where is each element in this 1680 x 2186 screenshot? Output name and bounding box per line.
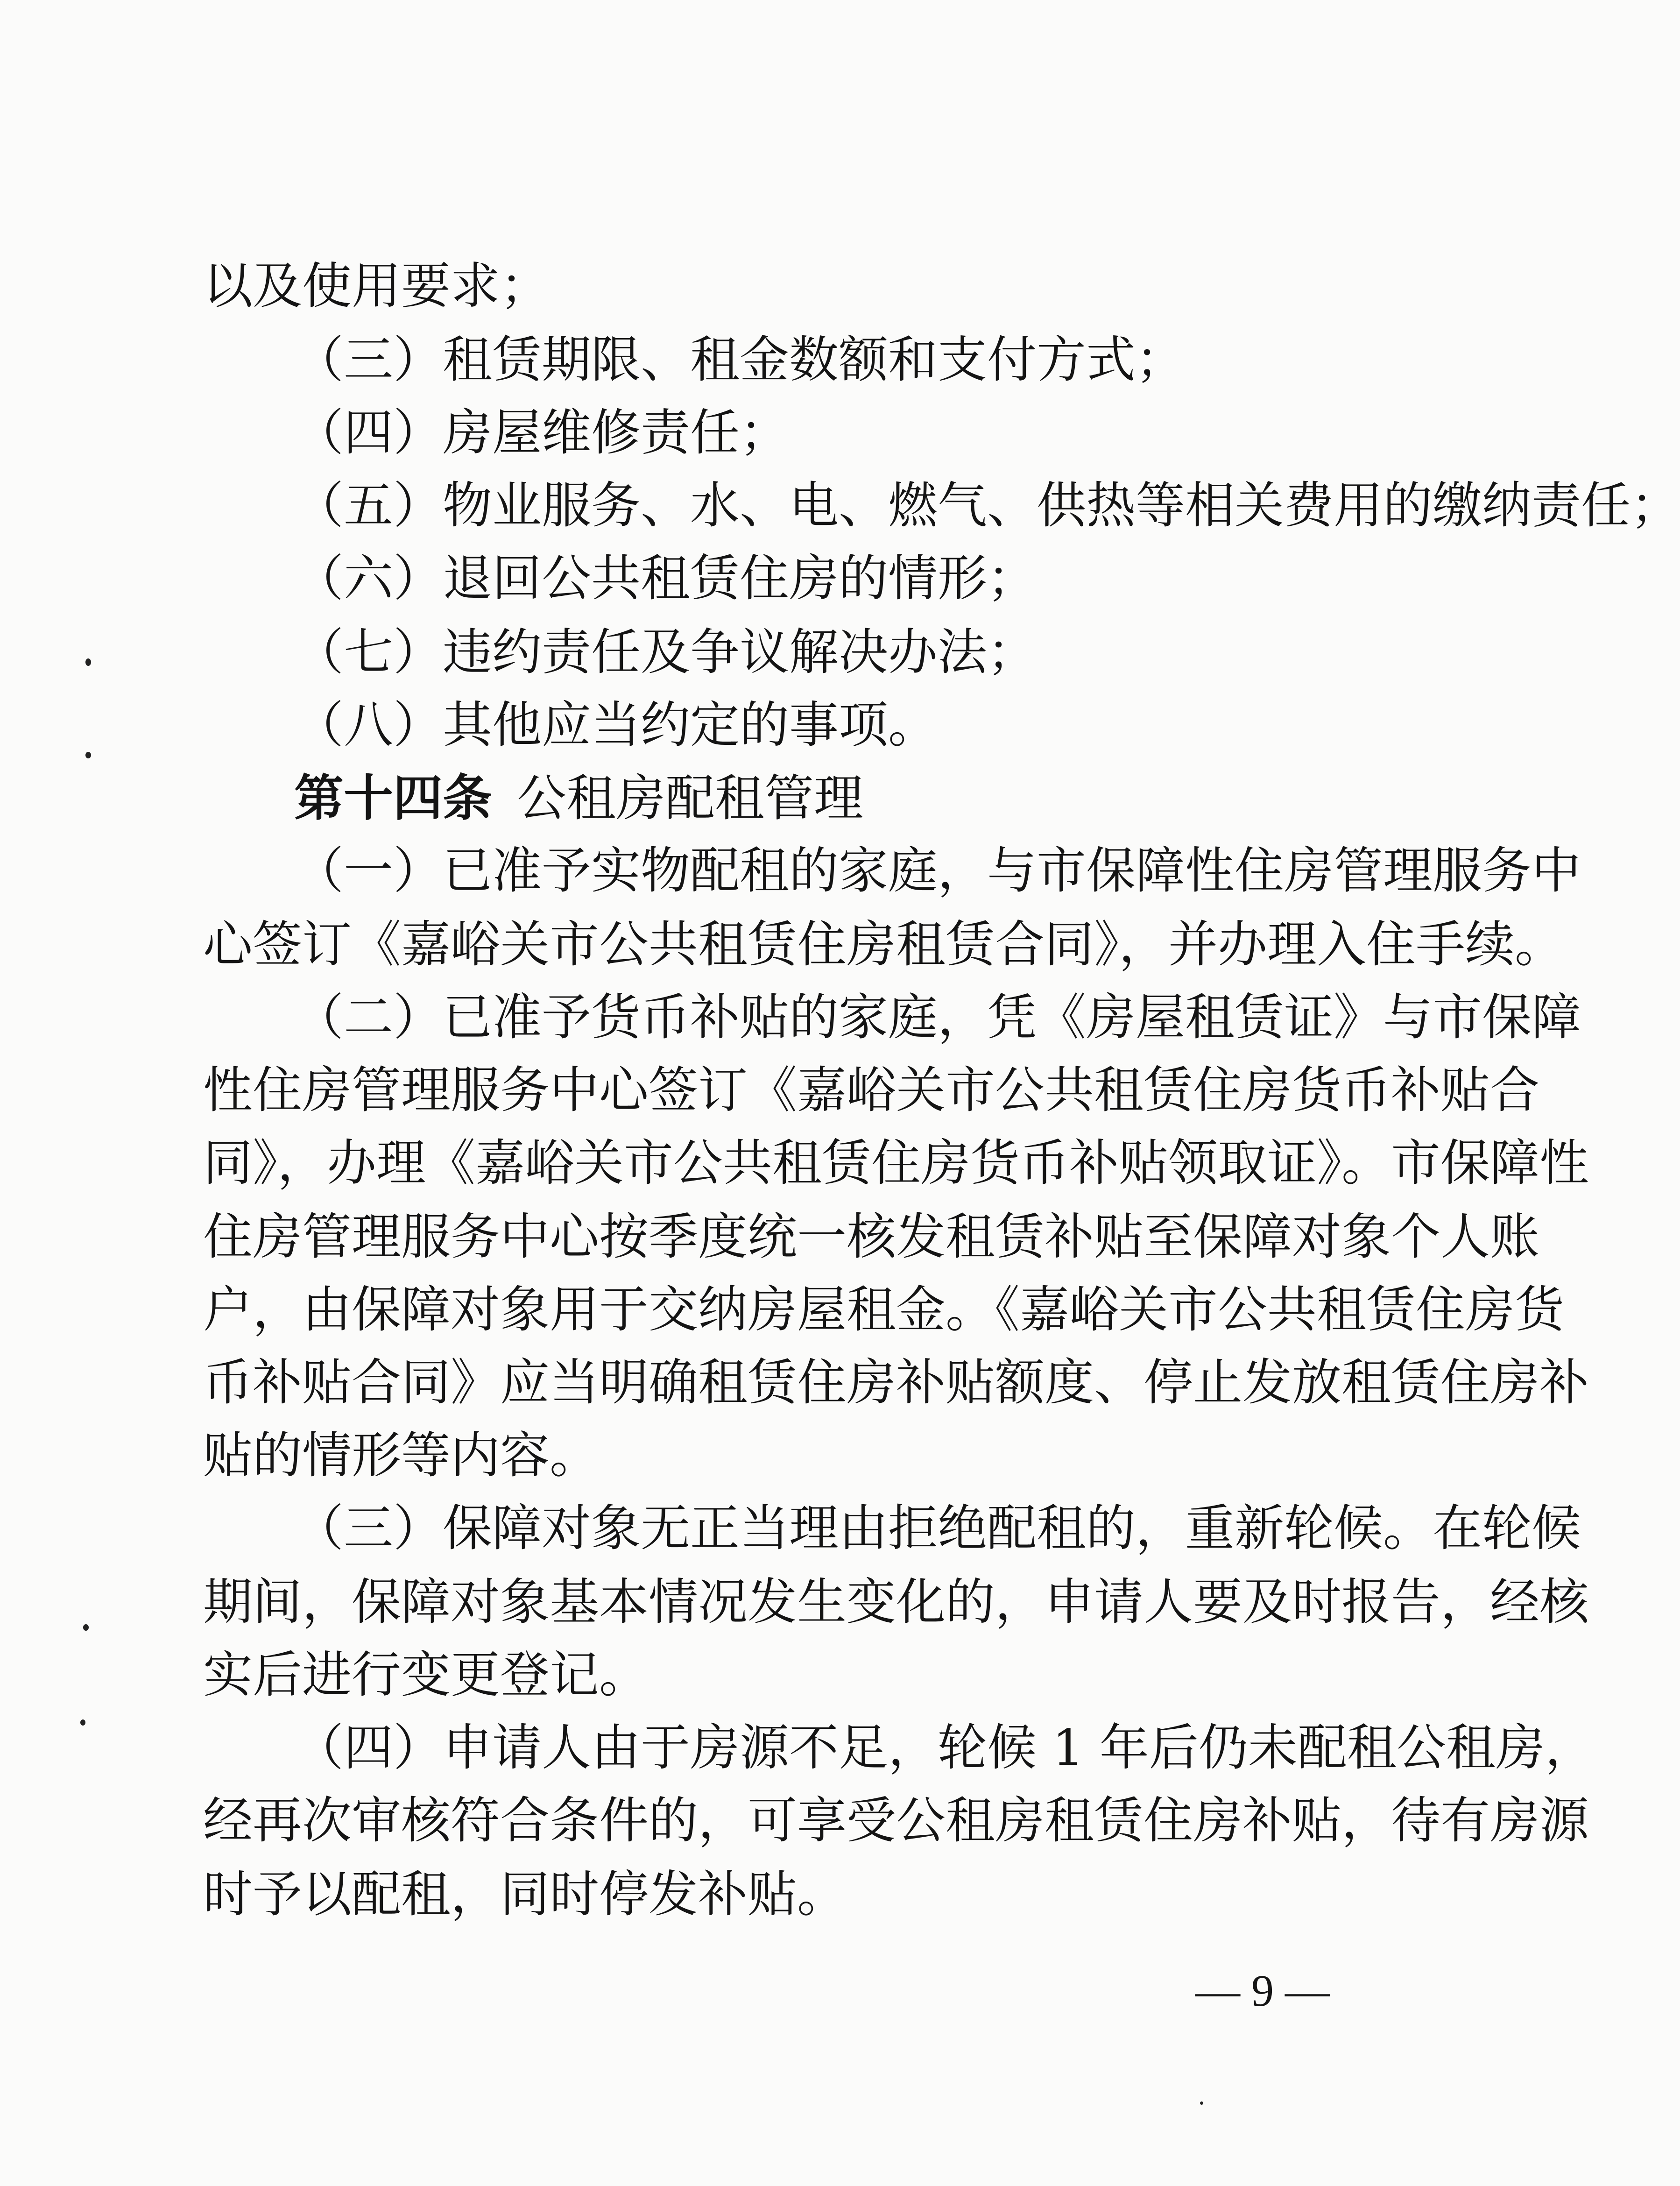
text-line-12: 同》，办理《嘉峪关市公共租赁住房货币补贴领取证》。市保障性 <box>203 1134 1589 1192</box>
text-line-20: （四）申请人由于房源不足，轮候 1 年后仍未配租公租房， <box>294 1719 1595 1776</box>
text-line-3: （四）房屋维修责任； <box>294 404 789 461</box>
text-line-10: （二）已准予货币补贴的家庭，凭《房屋租赁证》与市保障 <box>294 989 1581 1046</box>
text-line-5: （六）退回公共租赁住房的情形； <box>294 550 1037 607</box>
text-line-6: （七）违约责任及争议解决办法； <box>294 623 1037 681</box>
page-number: — 9 — <box>1195 1966 1330 2016</box>
text-line-16: 贴的情形等内容。 <box>203 1427 599 1484</box>
article-number: 第十四条 <box>294 769 492 827</box>
article-title: 公租房配租管理 <box>517 770 863 827</box>
text-line-21: 经再次审核符合条件的，可享受公租房租赁住房补贴，待有房源 <box>203 1792 1589 1849</box>
text-line-4: （五）物业服务、水、电、燃气、供热等相关费用的缴纳责任； <box>294 477 1680 534</box>
binding-hole-mark-1 <box>85 658 91 666</box>
binding-hole-mark-2 <box>85 752 91 758</box>
text-line-17: （三）保障对象无正当理由拒绝配租的，重新轮候。在轮候 <box>294 1500 1581 1557</box>
text-line-14: 户，由保障对象用于交纳房屋租金。《嘉峪关市公共租赁住房货 <box>203 1281 1564 1338</box>
text-line-9: 心签订《嘉峪关市公共租赁住房租赁合同》，并办理入住手续。 <box>203 916 1564 973</box>
text-line-11: 性住房管理服务中心签订《嘉峪关市公共租赁住房货币补贴合 <box>203 1061 1539 1119</box>
text-line-15: 币补贴合同》应当明确租赁住房补贴额度、停止发放租赁住房补 <box>203 1354 1589 1411</box>
binding-hole-mark-4 <box>80 1719 85 1726</box>
text-line-19: 实后进行变更登记。 <box>203 1646 649 1704</box>
text-line-1: 以及使用要求； <box>203 257 550 315</box>
binding-hole-mark-3 <box>83 1624 89 1631</box>
text-line-18: 期间，保障对象基本情况发生变化的，申请人要及时报告，经核 <box>203 1573 1589 1631</box>
text-line-13: 住房管理服务中心按季度统一核发租赁补贴至保障对象个人账 <box>203 1208 1539 1266</box>
scan-speck <box>1200 2101 1203 2105</box>
text-line-7: （八）其他应当约定的事项。 <box>294 696 938 754</box>
text-line-8: （一）已准予实物配租的家庭，与市保障性住房管理服务中 <box>294 842 1581 899</box>
article-heading-line <box>294 769 863 827</box>
text-line-22: 时予以配租，同时停发补贴。 <box>203 1866 847 1923</box>
text-line-2: （三）租赁期限、租金数额和支付方式； <box>294 331 1185 389</box>
